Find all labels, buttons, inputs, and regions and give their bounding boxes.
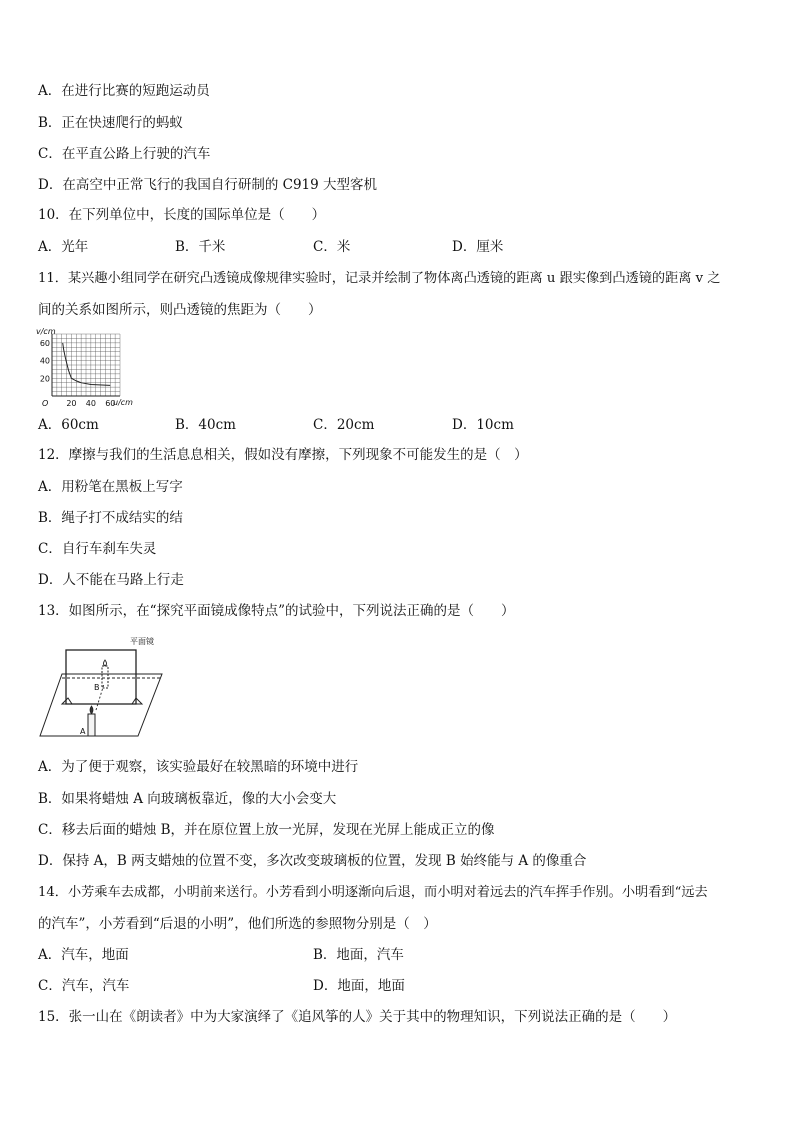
q12-option-c: C．自行车刹车失灵: [38, 541, 157, 557]
candle-a-flame: [90, 706, 93, 714]
origin-label: O: [42, 399, 49, 408]
q12-option-b: B．绳子打不成结实的结: [38, 510, 183, 526]
x-tick-label: 20: [66, 399, 77, 408]
candle-a-label: A: [80, 727, 86, 736]
mirror-label: 平面镜: [130, 637, 154, 646]
q14-option-b: B．地面，汽车: [313, 947, 404, 963]
q14-option-a: A．汽车，地面: [38, 947, 129, 963]
q10-stem: 10．在下列单位中，长度的国际单位是（ ）: [38, 207, 326, 223]
x-tick-label: 40: [85, 399, 96, 408]
glass-plate: [66, 650, 136, 704]
q10-option-b: B．千米: [175, 239, 226, 255]
q10-option-a: A．光年: [38, 239, 89, 255]
q9-option-a: A．在进行比赛的短跑运动员: [38, 83, 210, 99]
uv-curve: [63, 343, 111, 386]
q12-option-a: A．用粉笔在黑板上写字: [38, 479, 183, 495]
x-axis-label: u/cm: [113, 398, 133, 407]
q12-stem: 12．摩擦与我们的生活息息相关，假如没有摩擦，下列现象不可能发生的是（ ）: [38, 447, 528, 463]
q13-option-d: D．保持 A，B 两支蜡烛的位置不变，多次改变玻璃板的位置，发现 B 始终能与 A 的像重合: [38, 853, 587, 869]
q9-option-d: D．在高空中正常飞行的我国自行研制的 C919 大型客机: [38, 177, 378, 193]
q11-stem-line1: 11．某兴趣小组同学在研究凸透镜成像规律实验时，记录并绘制了物体离凸透镜的距离 u 跟实像到凸透镜的距离 v 之: [38, 271, 721, 286]
q11-option-c: C．20cm: [313, 417, 375, 433]
x-tick-label: 60: [105, 399, 116, 408]
q10-option-d: D．厘米: [452, 239, 504, 255]
q12-option-d: D．人不能在马路上行走: [38, 572, 184, 588]
q11-option-d: D．10cm: [452, 417, 514, 433]
q14-option-c: C．汽车，汽车: [38, 978, 130, 994]
q13-option-a: A．为了便于观察，该实验最好在较黑暗的环境中进行: [38, 759, 359, 775]
q13-stem: 13．如图所示，在“探究平面镜成像特点”的试验中，下列说法正确的是（ ）: [38, 603, 515, 619]
q14-stem-line1: 14．小芳乘车去成都，小明前来送行。小芳看到小明逐渐向后退，而小明对着远去的汽车挥手作别。小明看到“远去: [38, 885, 708, 900]
q13-option-c: C．移去后面的蜡烛 B，并在原位置上放一光屏，发现在光屏上能成正立的像: [38, 822, 495, 838]
y-axis-label: v/cm: [36, 327, 56, 336]
glass-plate-stands: [62, 698, 142, 704]
q9-option-b: B．正在快速爬行的蚂蚁: [38, 115, 183, 131]
q10-option-c: C．米: [313, 239, 351, 255]
q11-option-a: A．60cm: [38, 417, 99, 433]
y-tick-label: 40: [39, 356, 50, 366]
candle-b-label: B: [94, 683, 100, 692]
chart-grid: [52, 334, 120, 396]
q15-stem: 15．张一山在《朗读者》中为大家演绎了《追风筝的人》关于其中的物理知识，下列说法正确的是（ ）: [38, 1009, 677, 1025]
y-tick-label: 60: [39, 338, 50, 348]
q14-option-d: D．地面，地面: [313, 978, 405, 994]
y-tick-label: 20: [39, 374, 50, 384]
uv-graph: [34, 326, 144, 412]
q14-stem-line2: 的汽车”，小芳看到“后退的小明”，他们所选的参照物分别是（ ）: [38, 916, 437, 932]
plane-mirror-figure: [38, 632, 168, 744]
q13-option-b: B．如果将蜡烛 A 向玻璃板靠近，像的大小会变大: [38, 791, 337, 807]
q11-stem-line2: 间的关系如图所示，则凸透镜的焦距为（ ）: [38, 302, 322, 318]
candle-b-flame: [104, 660, 107, 666]
candle-a: [88, 714, 95, 736]
q11-option-b: B．40cm: [175, 417, 236, 433]
candle-b: [102, 666, 108, 688]
q9-option-c: C．在平直公路上行驶的汽车: [38, 146, 211, 162]
table-surface: [40, 674, 162, 736]
